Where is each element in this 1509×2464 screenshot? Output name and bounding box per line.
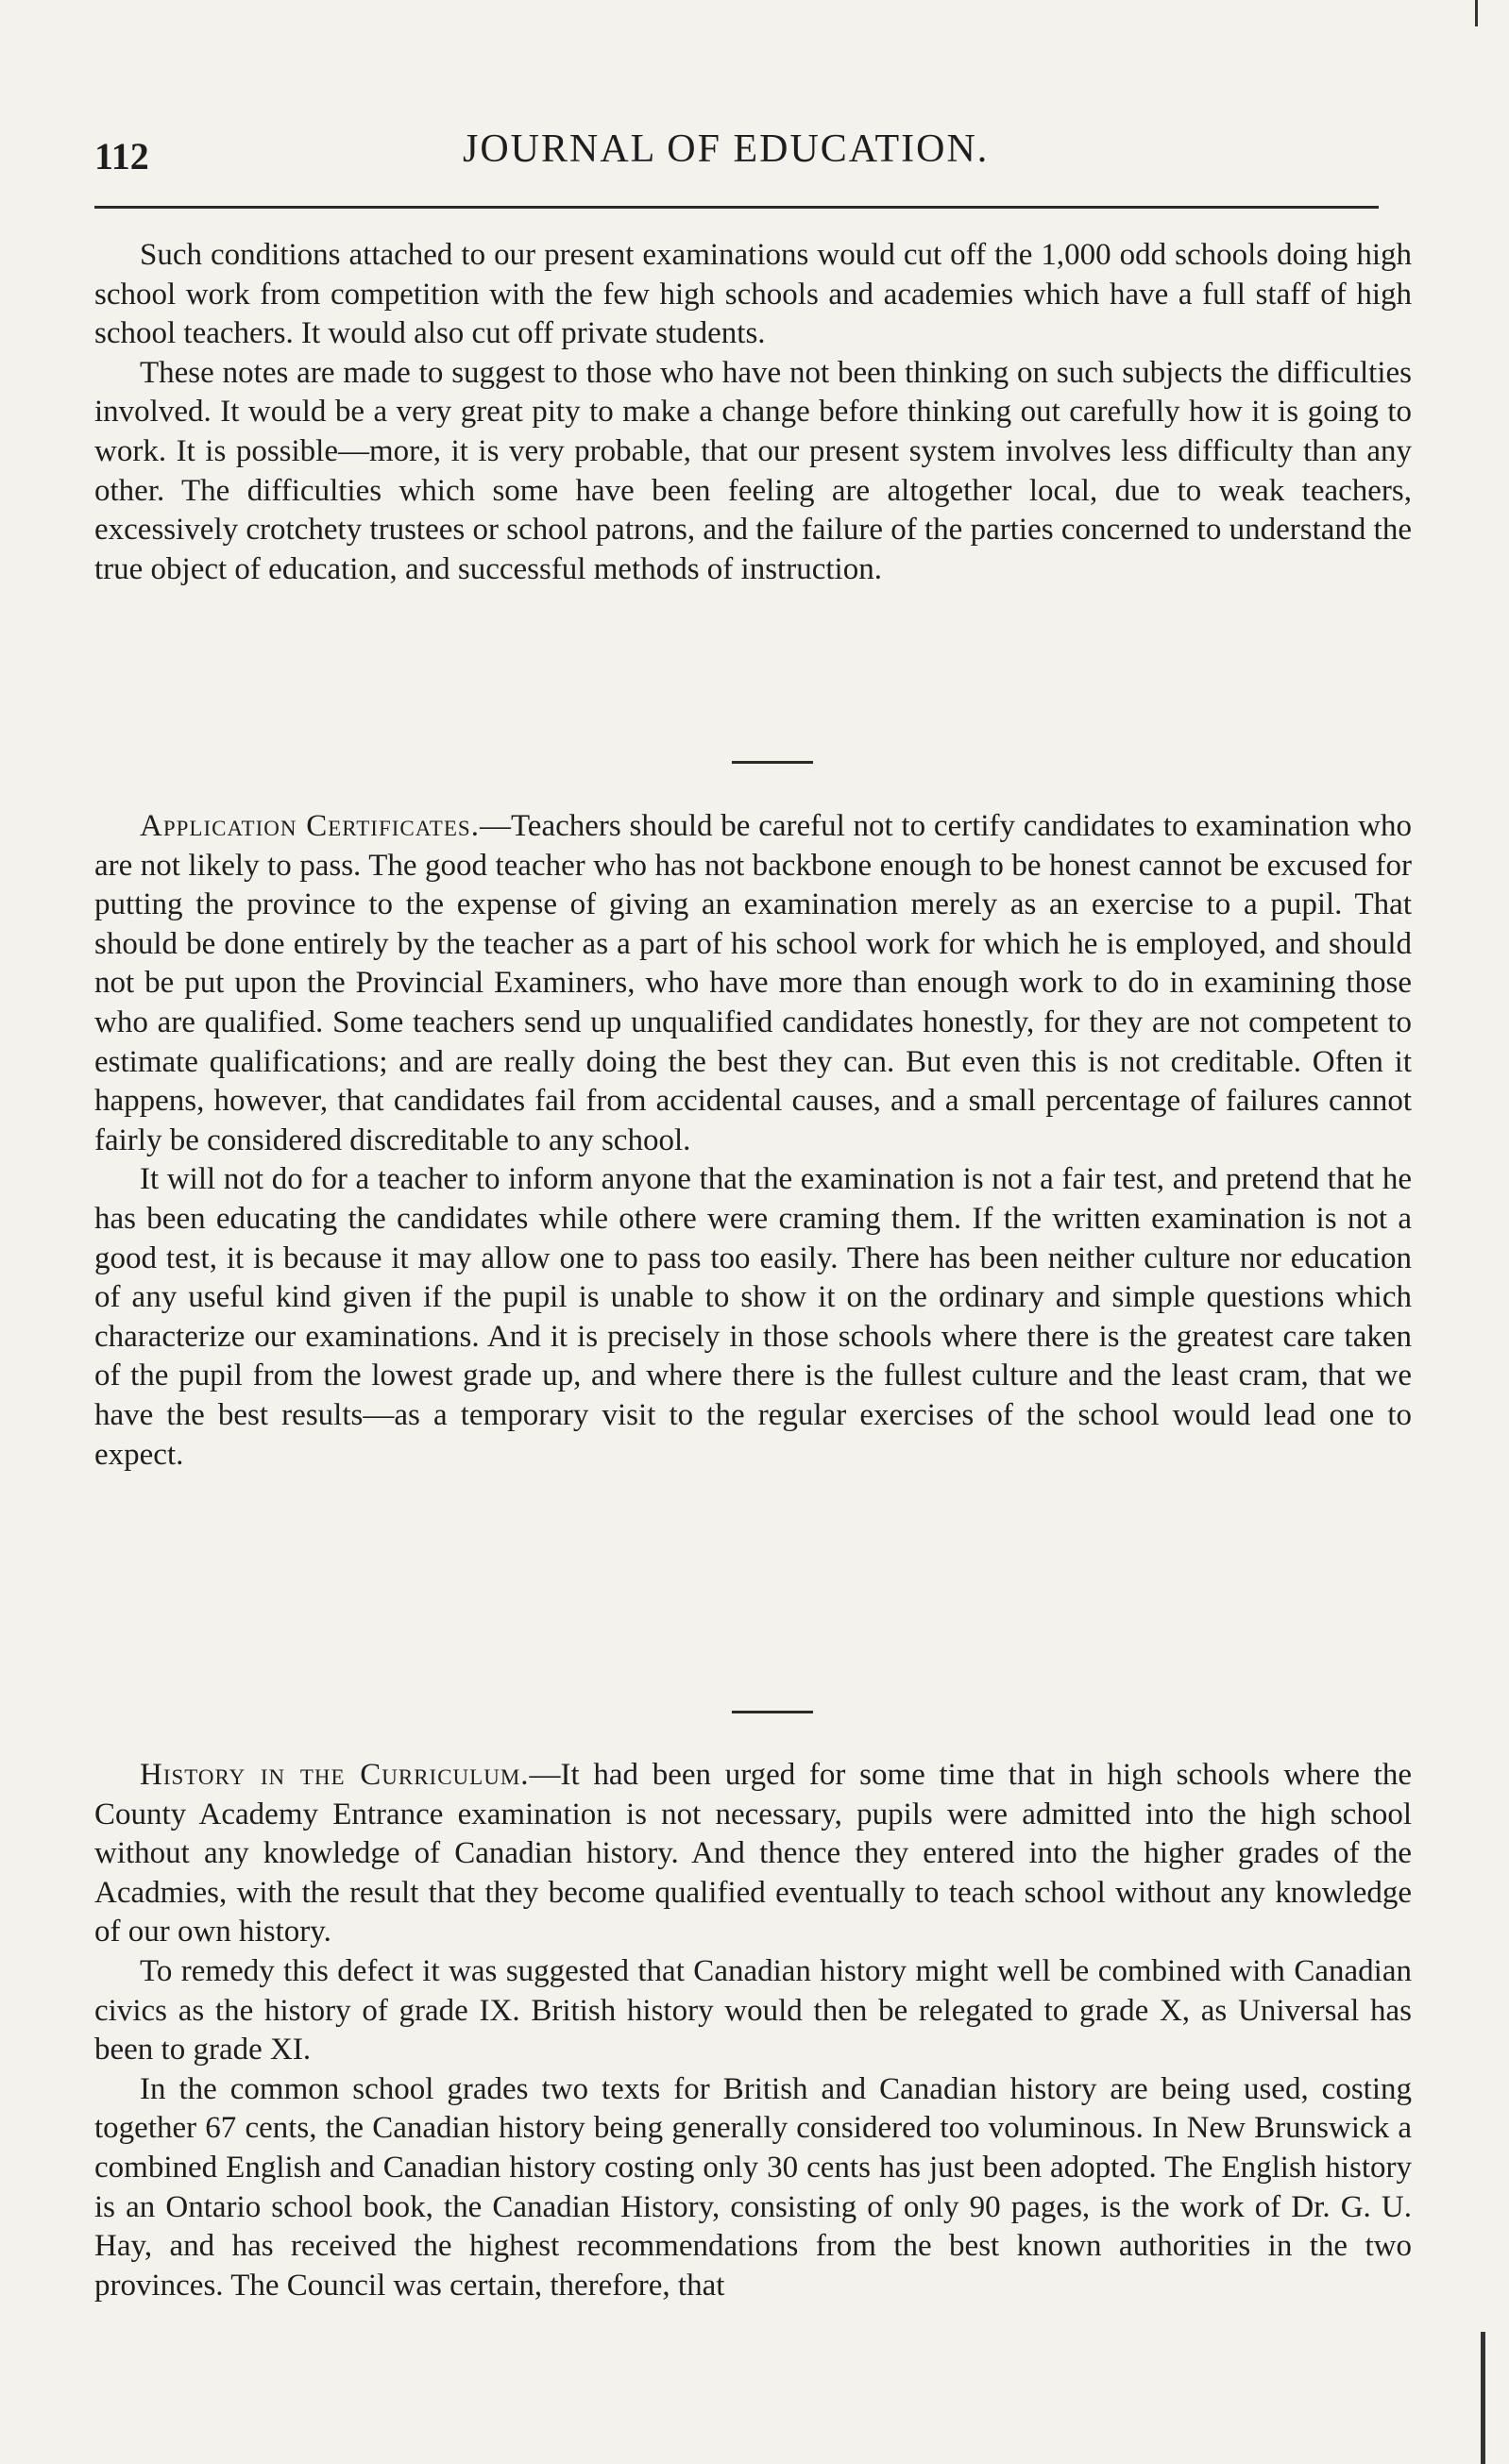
history-paragraph-1-text: —It had been urged for some time that in high schools where the County Academy Entrance examination is not necessary, pupils were admitted into the high school without any knowledge of Canadian history. And thence they entered into the higher grades of the Acadmies, with the result that they become qualified eventually to teach school without any knowledge of our own history. <box>94 1758 1412 1949</box>
page-edge-mark <box>1481 2332 1485 2464</box>
intro-paragraph-1: Such conditions attached to our present examinations would cut off the 1,000 odd schools doing high school work from competition with the few high schools and academies which have a full staff of high school teachers. It would also cut off private students. <box>94 238 1412 351</box>
history-section <box>94 1756 1412 2305</box>
intro-section <box>94 236 1412 589</box>
header-rule <box>94 206 1379 209</box>
page-header <box>94 121 1379 177</box>
running-head: JOURNAL OF EDUCATION. <box>463 127 990 171</box>
history-heading: History in the Curriculum. <box>140 1758 530 1792</box>
application-heading: Application Certificates. <box>140 809 480 843</box>
application-paragraph-1-text: —Teachers should be careful not to certify candidates to examination who are not likely to pass. The good teacher who has not backbone enough to be honest cannot be excused for putting the province to the expense of giving an examination merely as an exercise to a pupil. That should be done entirely by the teacher as a part of his school work for which he is employed, and should not be put upon the Provincial Examiners, who have more than enough work to do in examining those who are qualified. Some teachers send up unqualified candidates honestly, for they are not competent to estimate qualifications; and are really doing the best they can. But even this is not creditable. Often it happens, however, that candidates fail from accidental causes, and a small percentage of failures cannot fairly be considered discreditable to any school. <box>94 809 1412 1157</box>
section-divider <box>732 1711 813 1713</box>
application-paragraph-2: It will not do for a teacher to inform anyone that the examination is not a fair test, and pretend that he has been educating the candidates while othere were craming them. If the written examination is not a good test, it is because it may allow one to pass too easily. There has been neither culture nor education of any useful kind given if the pupil is unable to show it on the ordinary and simple questions which characterize our examinations. And it is precisely in those schools where there is the greatest care taken of the pupil from the lowest grade up, and where there is the fullest culture and the least cram, that we have the best results—as a temporary visit to the regular exercises of the school would lead one to expect. <box>94 1162 1412 1472</box>
history-paragraph-2: To remedy this defect it was suggested that Canadian history might well be combined with Canadian civics as the history of grade IX. British history would then be relegated to grade X, as Universal has been to grade XI. <box>94 1953 1412 2067</box>
history-paragraph-3: In the common school grades two texts for British and Canadian history are being used, costing together 67 cents, the Canadian history being generally considered too voluminous. In New Brunswick a combined English and Canadian history costing only 30 cents has just been adopted. The English history is an Ontario school book, the Canadian History, consisting of only 90 pages, is the work of Dr. G. U. Hay, and has received the highest recommendations from the best known authorities in the two provinces. The Council was certain, therefore, that <box>94 2071 1412 2303</box>
history-paragraph-1 <box>94 1756 1412 1952</box>
intro-paragraph-2: These notes are made to suggest to those who have not been thinking on such subjects the difficulties involved. It would be a very great pity to make a change before thinking out carefully how it is going to work. It is possible—more, it is very probable, that our present system involves less difficulty than any other. The difficulties which some have been feeling are altogether local, due to weak teachers, excessively crotchety trustees or school patrons, and the failure of the parties concerned to understand the true object of education, and successful methods of instruction. <box>94 355 1412 586</box>
application-section <box>94 807 1412 1475</box>
page-number: 112 <box>94 135 149 177</box>
page-edge-mark <box>1475 0 1478 26</box>
application-paragraph-1 <box>94 807 1412 1160</box>
section-divider <box>732 761 813 764</box>
